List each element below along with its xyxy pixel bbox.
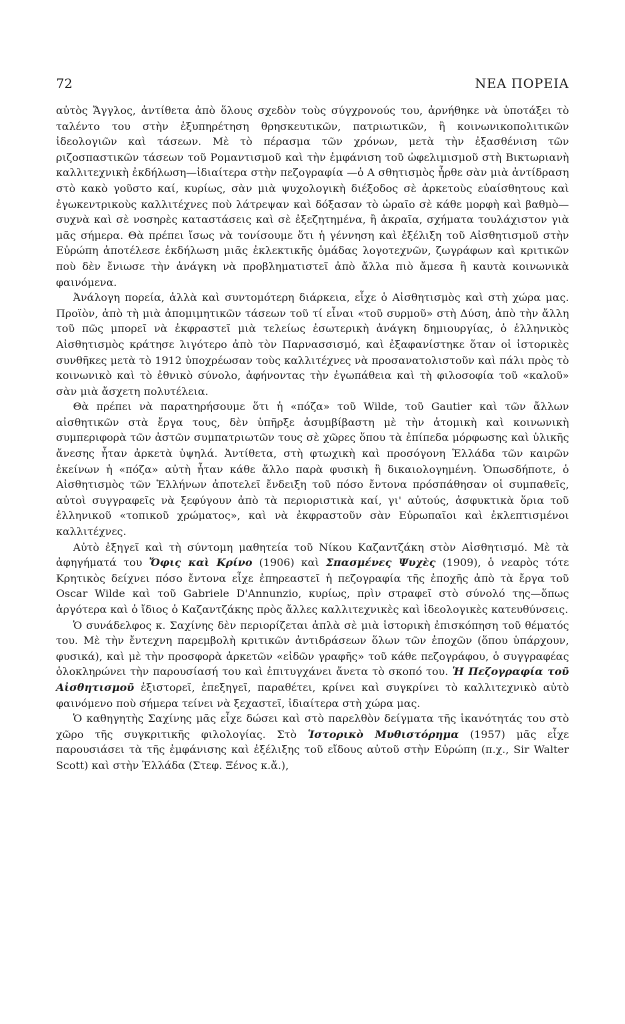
body-text xyxy=(56,104,569,775)
text-run: Ὁ καθηγητὴς Σαχίνης μᾶς εἶχε δώσει καὶ στὸ παρελθὸν δείγματα τῆς ἱκανότητάς του στὸ χῶρο τῆς συγκριτικῆς φιλολογίας. Στὸ xyxy=(56,713,569,741)
page-header xyxy=(56,77,569,95)
text-run: Ὁ συνάδελφος κ. Σαχίνης δὲν περιορίζεται ἁπλὰ σὲ μιὰ ἱστορικὴ ἐπισκόπηση τοῦ θέματός του. Μὲ τὴν ἔντεχνη παρεμβολὴ κριτικῶν ἀντιδράσεων ὅλων τῶν ἐποχῶν (ὅπου ὑπάρχουν, φυσικά), καὶ μὲ τὴν προσφορὰ ἀρκετῶν «εἰδῶν γραφῆς» τοῦ κάθε πεζογράφου, ὁ συγγραφέας ὁλοκληρώνει τὴν παρουσίασή του καὶ ἐπιτυγχάνει ἄνετα τὸ σκοπό του. xyxy=(56,619,569,679)
book-title: Σπασμένες Ψυχὲς xyxy=(325,557,436,570)
text-run: (1906) καὶ xyxy=(252,557,326,570)
book-title: Ὄφις καὶ Κρίνο xyxy=(148,557,253,570)
paragraph-6 xyxy=(56,712,569,774)
running-title: ΝΕΑ ΠΟΡΕΙΑ xyxy=(474,77,569,92)
text-run: (1909), ὁ νεαρὸς τότε Κρητικὸς δείχνει πόσο ἔντονα εἶχε ἐπηρεαστεῖ ἡ πεζογραφία τῆς ἐποχῆς ἀπὸ τὰ ἔργα τοῦ Oscar Wilde καὶ τοῦ Gabriele D'Annunzio, κυρίως, πρὶν στραφεῖ στὸ σύνολό της—ὅπως ἀργότερα καὶ ὁ ἴδιος ὁ Καζαντζάκης πρὸς ἄλλες καλλιτεχνικὲς καὶ ἰδεολογικὲς κατευθύνσεις. xyxy=(56,557,569,616)
book-title: Ἱστορικὸ Μυθιστόρημα xyxy=(307,728,459,741)
text-run: (1957) μᾶς εἶχε παρουσιάσει τὰ τῆς ἐμφάνισης καὶ ἐξέλιξης τοῦ εἴδους αὐτοῦ στὴν Εὐρώπη (π.χ., Sir Walter Scott) καὶ στὴν Ἑλλάδα (Στεφ. Ξένος κ.ἄ.), xyxy=(56,728,569,772)
paragraph-3: Θὰ πρέπει νὰ παρατηρήσουμε ὅτι ἡ «πόζα» τοῦ Wilde, τοῦ Gautier καὶ τῶν ἄλλων αἰσθητικῶν στὰ ἔργα τους, δὲν ὑπῆρξε ἀσυμβίβαστη μὲ τὴν ἀτομικὴ καὶ κοινωνικὴ συμπεριφορὰ τῶν ἀστῶν συμπατριωτῶν τους σὲ χῶρες ὅπου τὰ ἐπίπεδα μόρφωσης καὶ ὑλικῆς ἄνεσης ἦταν ἀρκετὰ ὑψηλά. Ἀντίθετα, στὴ φτωχικὴ καὶ προσόγονη Ἑλλάδα τῶν καιρῶν ἐκείνων ἡ «πόζα» αὐτὴ ἦταν κάθε ἄλλο παρὰ φυσικὴ ἢ δικαιολογημένη. Ὁπωσδήποτε, ὁ Αἰσθητισμὸς τῶν Ἑλλήνων ἀποτελεῖ ἔνδειξη τοῦ πόσο ἔντονα πρόσπάθησαν οἱ συμπαθεῖς, αὐτοὶ συγγραφεῖς νὰ ξεφύγουν ἀπὸ τὰ περιοριστικὰ καί, γι' αὐτούς, ἀσφυκτικὰ ὅρια τοῦ ἑλληνικοῦ «τοπικοῦ χρώματος», καὶ νὰ ἐκφραστοῦν σὰν Εὐρωπαῖοι καὶ ἐκλεπτισμένοι καλλιτέχνες. xyxy=(56,401,569,539)
text-run: Αὐτὸ ἐξηγεῖ καὶ τὴ σύντομη μαθητεία τοῦ Νίκου Καζαντζάκη στὸν Αἰσθητισμό. Μὲ τὰ ἀφηγήματά του xyxy=(56,541,569,570)
paragraph-4 xyxy=(56,541,569,619)
paragraph-5 xyxy=(56,619,569,713)
book-title: Ἡ Πεζογραφία τοῦ Αἰσθητισμοῦ xyxy=(56,666,570,694)
text-run: ἐξιστορεῖ, ἐπεξηγεῖ, παραθέτει, κρίνει καὶ συγκρίνει τὸ καλλιτεχνικὸ αὐτὸ φαινόμενο ποὺ σήμερα τείνει νὰ ξεχαστεῖ, ἰδιαίτερα στὴ χώρα μας. xyxy=(56,681,569,710)
paragraph-1: αὐτὸς Ἄγγλος, ἀντίθετα ἀπὸ ὅλους σχεδὸν τοὺς σύγχρονούς του, ἀρνήθηκε νὰ ὑποτάξει τὸ ταλέντο του στὴν ἐξυπηρέτηση θρησκευτικῶν, πατριωτικῶν, ἢ κοινωνικοπολιτικῶν ἰδεολογιῶν καὶ τάσεων. Μὲ τὸ πέρασμα τῶν χρόνων, μετὰ τὴν ἐξασθένιση τῶν ριζοσπαστικῶν τάσεων τοῦ Ρομαντισμοῦ καὶ τὴν ἐμφάνιση τοῦ ὠφελιμισμοῦ στὴ Βικτωριανὴ καλλιτεχνικὴ ἐκδήλωση—ἰδιαίτερα στὴν πεζογραφία —ὁ Α σθητισμὸς ἦρθε σὰν μιὰ ἀντίδραση στὸ κακὸ γοῦστο καί, κυρίως, σὰν μιὰ ψυχολογικὴ διέξοδος σὲ ἀρκετοὺς εὐαίσθητους καὶ ἐγωκεντρικοὺς καλλιτέχνες ποὺ λάτρεψαν καὶ δόξασαν τὸ ὡραῖο σὲ κάθε μορφὴ καὶ βαθμὸ—συχνὰ καὶ σὲ νοσηρὲς καταστάσεις καὶ σὲ ἐξεζητημένα, ἢ ἀκραῖα, σχήματα τουλάχιστον γιὰ μᾶς σήμερα. Θὰ πρέπει ἴσως νὰ τονίσουμε ὅτι ἡ γέννηση καὶ ἐξέλιξη τοῦ Αἰσθητισμοῦ στὴν Εὐρώπη ἀποτέλεσε ἐκδήλωση μιᾶς ἐκλεκτικῆς ὁμάδας λογοτεχνῶν, ζωγράφων καὶ κριτικῶν ποὺ δὲν ἔνιωσε τὴν ἀνάγκη νὰ προβληματιστεῖ ἀπὸ ἄλλα πιὸ ἄμεσα ἢ καυτὰ κοινωνικὰ φαινόμενα. xyxy=(56,105,569,289)
page-number: 72 xyxy=(56,77,73,92)
paragraph-2: Ἀνάλογη πορεία, ἀλλὰ καὶ συντομότερη διάρκεια, εἶχε ὁ Αἰσθητισμὸς καὶ στὴ χώρα μας. Προϊὸν, ἀπὸ τὴ μιὰ ἀπομιμητικῶν τάσεων τοῦ τί εἶναι «τοῦ συρμοῦ» στὴ Δύση, ἀπὸ τὴν ἄλλη τοῦ πῶς μπορεῖ νὰ ἐκφραστεῖ μιὰ τελείως ἐσωτερικὴ ἀνάγκη δημιουργίας, ὁ ἑλληνικὸς Αἰσθητισμὸς κράτησε λιγότερο ἀπὸ τὸν Παρνασσισμό, καὶ ἐξαφανίστηκε ὅταν οἱ ἱστορικὲς συνθῆκες μετὰ τὸ 1912 ὑποχρέωσαν τοὺς καλλιτέχνες νὰ προσανατολιστοῦν καὶ πάλι πρὸς τὸ κοινωνικὸ καὶ τὸ ἐθνικὸ σύνολο, ἀφήνοντας τὴν ἐγωπάθεια καὶ τὴ φιλοσοφία τοῦ «καλοῦ» σὰν μιὰ ἄσχετη πολυτέλεια. xyxy=(56,292,569,398)
